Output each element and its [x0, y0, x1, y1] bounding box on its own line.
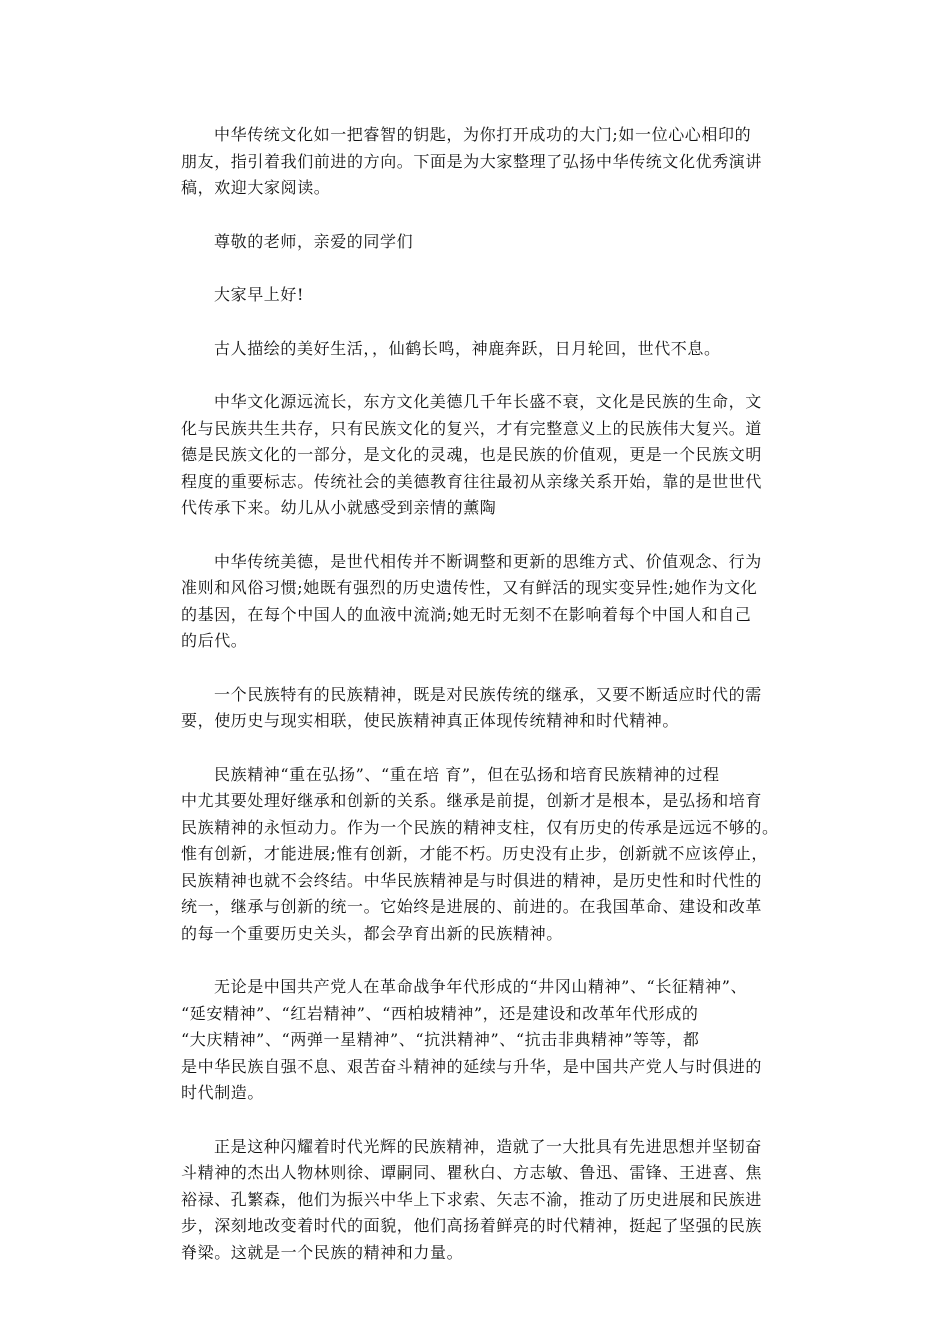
text-line: 时代制造。: [181, 1083, 265, 1102]
text-line: 正是这种闪耀着时代光辉的民族精神，造就了一大批具有先进思想并坚韧奋: [214, 1136, 762, 1156]
text-line: 德是民族文化的一部分，是文化的灵魂，也是民族的价值观，更是一个民族文明: [181, 445, 763, 464]
text-line: 代传承下来。幼儿从小就感受到亲情的薰陶: [181, 498, 497, 517]
text-line: 古人描绘的美好生活，，仙鹤长鸣，神鹿奔跃，日月轮回，世代不息。: [214, 338, 721, 358]
text-line: 准则和风俗习惯;她既有强烈的历史遗传性，又有鲜活的现实变异性;她作为文化: [181, 578, 758, 597]
paragraph-party-spirits: [181, 974, 781, 1107]
text-line: 一个民族特有的民族精神，既是对民族传统的继承，又要不断适应时代的需: [214, 684, 762, 704]
text-line: 程度的重要标志。传统社会的美德教育往往最初从亲缘关系开始，靠的是世世代: [181, 471, 763, 491]
document-page: [181, 122, 781, 1266]
paragraph-salutation: [181, 229, 781, 256]
paragraph-outstanding-figures: [181, 1134, 781, 1267]
text-line: “大庆精神”、“两弹一星精神”、“抗洪精神”、“抗击非典精神”等等，都: [181, 1030, 700, 1049]
text-line: 无论是中国共产党人在革命战争年代形成的“井冈山精神”、“长征精神”、: [214, 977, 748, 996]
text-line: 尊敬的老师，亲爱的同学们: [214, 231, 414, 251]
text-line: 中华文化源远流长，东方文化美德几千年长盛不衰，文化是民族的生命，文: [214, 392, 762, 411]
text-line: 步，深刻地改变着时代的面貌，他们高扬着鲜亮的时代精神，挺起了坚强的民族: [181, 1216, 763, 1235]
text-line: 民族精神“重在弘扬”、“重在培 育”，但在弘扬和培育民族精神的过程: [214, 764, 720, 784]
paragraph-inherit-innovate: [181, 762, 781, 948]
text-line: 的每一个重要历史关头，都会孕育出新的民族精神。: [181, 923, 563, 943]
text-line: 是中华民族自强不息、艰苦奋斗精神的延续与升华，是中国共产党人与时俱进的: [181, 1056, 763, 1076]
text-line: 化与民族共生共存，只有民族文化的复兴，才有完整意义上的民族伟大复兴。道: [181, 418, 763, 438]
paragraph-traditional-virtue: [181, 549, 781, 655]
text-line: 裕禄、孔繁森，他们为振兴中华上下求索、矢志不渝，推动了历史进展和民族进: [181, 1189, 763, 1209]
text-line: 民族精神的永恒动力。作为一个民族的精神支柱，仅有历史的传承是远远不够的。: [181, 817, 779, 837]
text-line: 中华传统文化如一把睿智的钥匙，为你打开成功的大门;如一位心心相印的: [214, 125, 752, 144]
text-line: 脊梁。这就是一个民族的精神和力量。: [181, 1242, 464, 1262]
text-line: 大家早上好!: [214, 285, 305, 304]
text-line: 民族精神也就不会终结。中华民族精神是与时俱进的精神，是历史性和时代性的: [181, 870, 763, 890]
text-line: “延安精神”、“红岩精神”、“西柏坡精神”，还是建设和改革年代形成的: [181, 1003, 699, 1023]
text-line: 的基因，在每个中国人的血液中流淌;她无时无刻不在影响着每个中国人和自己: [181, 604, 752, 624]
paragraph-intro: [181, 122, 781, 202]
paragraph-culture-origin: [181, 389, 781, 522]
text-line: 斗精神的杰出人物林则徐、谭嗣同、瞿秋白、方志敏、鲁迅、雷锋、王进喜、焦: [181, 1163, 763, 1182]
text-line: 朋友，指引着我们前进的方向。下面是为大家整理了弘扬中华传统文化优秀演讲: [181, 151, 763, 171]
text-line: 统一，继承与创新的统一。它始终是进展的、前进的。在我国革命、建设和改革: [181, 897, 763, 916]
paragraph-national-spirit: [181, 682, 781, 735]
paragraph-greeting: [181, 282, 781, 309]
text-line: 稿，欢迎大家阅读。: [181, 178, 331, 197]
text-line: 中华传统美德，是世代相传并不断调整和更新的思维方式、价值观念、行为: [214, 551, 762, 571]
text-line: 中尤其要处理好继承和创新的关系。继承是前提，创新才是根本，是弘扬和培育: [181, 791, 763, 810]
text-line: 要，使历史与现实相联，使民族精神真正体现传统精神和时代精神。: [181, 711, 680, 730]
text-line: 惟有创新，才能进展;惟有创新，才能不朽。历史没有止步，创新就不应该停止，: [181, 844, 768, 863]
paragraph-ancient-life: [181, 336, 781, 363]
text-line: 的后代。: [181, 631, 248, 650]
